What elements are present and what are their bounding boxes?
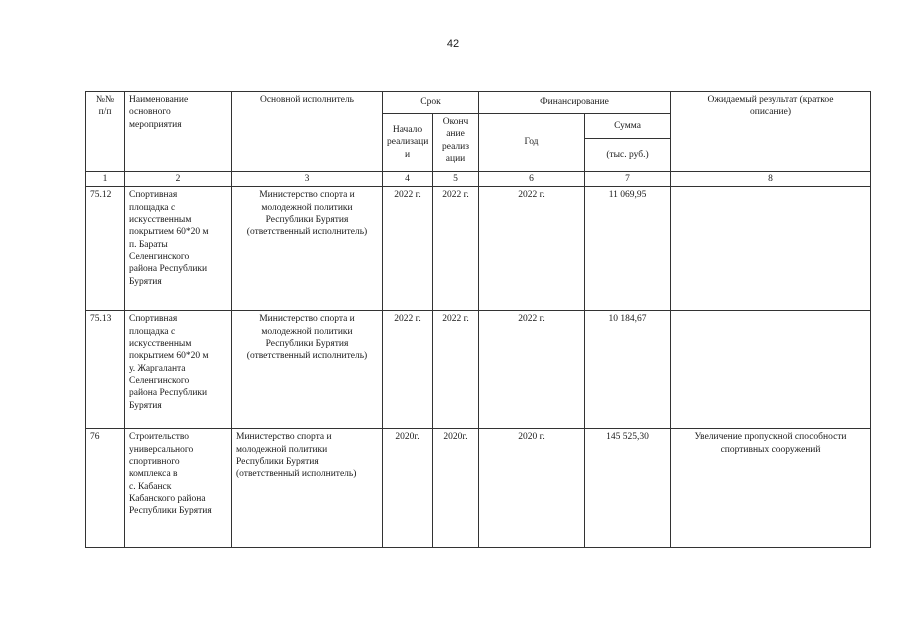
col-number: 8 [671,172,871,187]
row-sum: 145 525,30 [585,429,671,548]
col-number: 2 [125,172,232,187]
row-year: 2022 г. [479,311,585,429]
header-sum-unit: (тыс. руб.) [585,139,671,172]
row-result: Увеличение пропускной способности спортивных сооружений [671,429,871,548]
header-financing: Финансирование [479,92,671,114]
row-start: 2022 г. [383,311,433,429]
header-term: Срок [383,92,479,114]
measures-table [85,91,871,548]
row-name: Спортивная площадка с искусственным покрытием 60*20 м п. Бараты Селенгинского района Республики Бурятия [125,187,232,311]
row-result [671,311,871,429]
row-end: 2020г. [433,429,479,548]
row-num: 76 [86,429,125,548]
table-row [86,311,871,429]
row-executor: Министерство спорта и молодежной политики Республики Бурятия (ответственный исполнитель) [232,311,383,429]
col-number: 7 [585,172,671,187]
header-result: Ожидаемый результат (краткое описание) [671,92,871,172]
row-name: Строительство универсального спортивного комплекса в с. Кабанск Кабанского района Республики Бурятия [125,429,232,548]
row-num: 75.12 [86,187,125,311]
row-num: 75.13 [86,311,125,429]
row-executor: Министерство спорта и молодежной политики Республики Бурятия (ответственный исполнитель) [232,429,383,548]
header-year: Год [479,114,585,172]
row-executor: Министерство спорта и молодежной политики Республики Бурятия (ответственный исполнитель) [232,187,383,311]
header-num: №№ п/п [86,92,125,172]
col-number: 3 [232,172,383,187]
header-sum: Сумма [585,114,671,139]
header-executor: Основной исполнитель [232,92,383,172]
row-year: 2022 г. [479,187,585,311]
col-number: 6 [479,172,585,187]
table-row [86,187,871,311]
header-end: Оконч ание реализ ации [433,114,479,172]
table-row [86,429,871,548]
header-name: Наименование основного мероприятия [125,92,232,172]
row-start: 2022 г. [383,187,433,311]
row-sum: 10 184,67 [585,311,671,429]
row-result [671,187,871,311]
row-name: Спортивная площадка с искусственным покрытием 60*20 м у. Жаргаланта Селенгинского района Республики Бурятия [125,311,232,429]
row-end: 2022 г. [433,311,479,429]
page-number: 42 [446,38,460,50]
column-numbers-row [86,172,871,187]
row-end: 2022 г. [433,187,479,311]
col-number: 5 [433,172,479,187]
row-sum: 11 069,95 [585,187,671,311]
col-number: 4 [383,172,433,187]
header-row-1 [86,92,871,114]
row-start: 2020г. [383,429,433,548]
header-start: Начало реализаци и [383,114,433,172]
col-number: 1 [86,172,125,187]
row-year: 2020 г. [479,429,585,548]
